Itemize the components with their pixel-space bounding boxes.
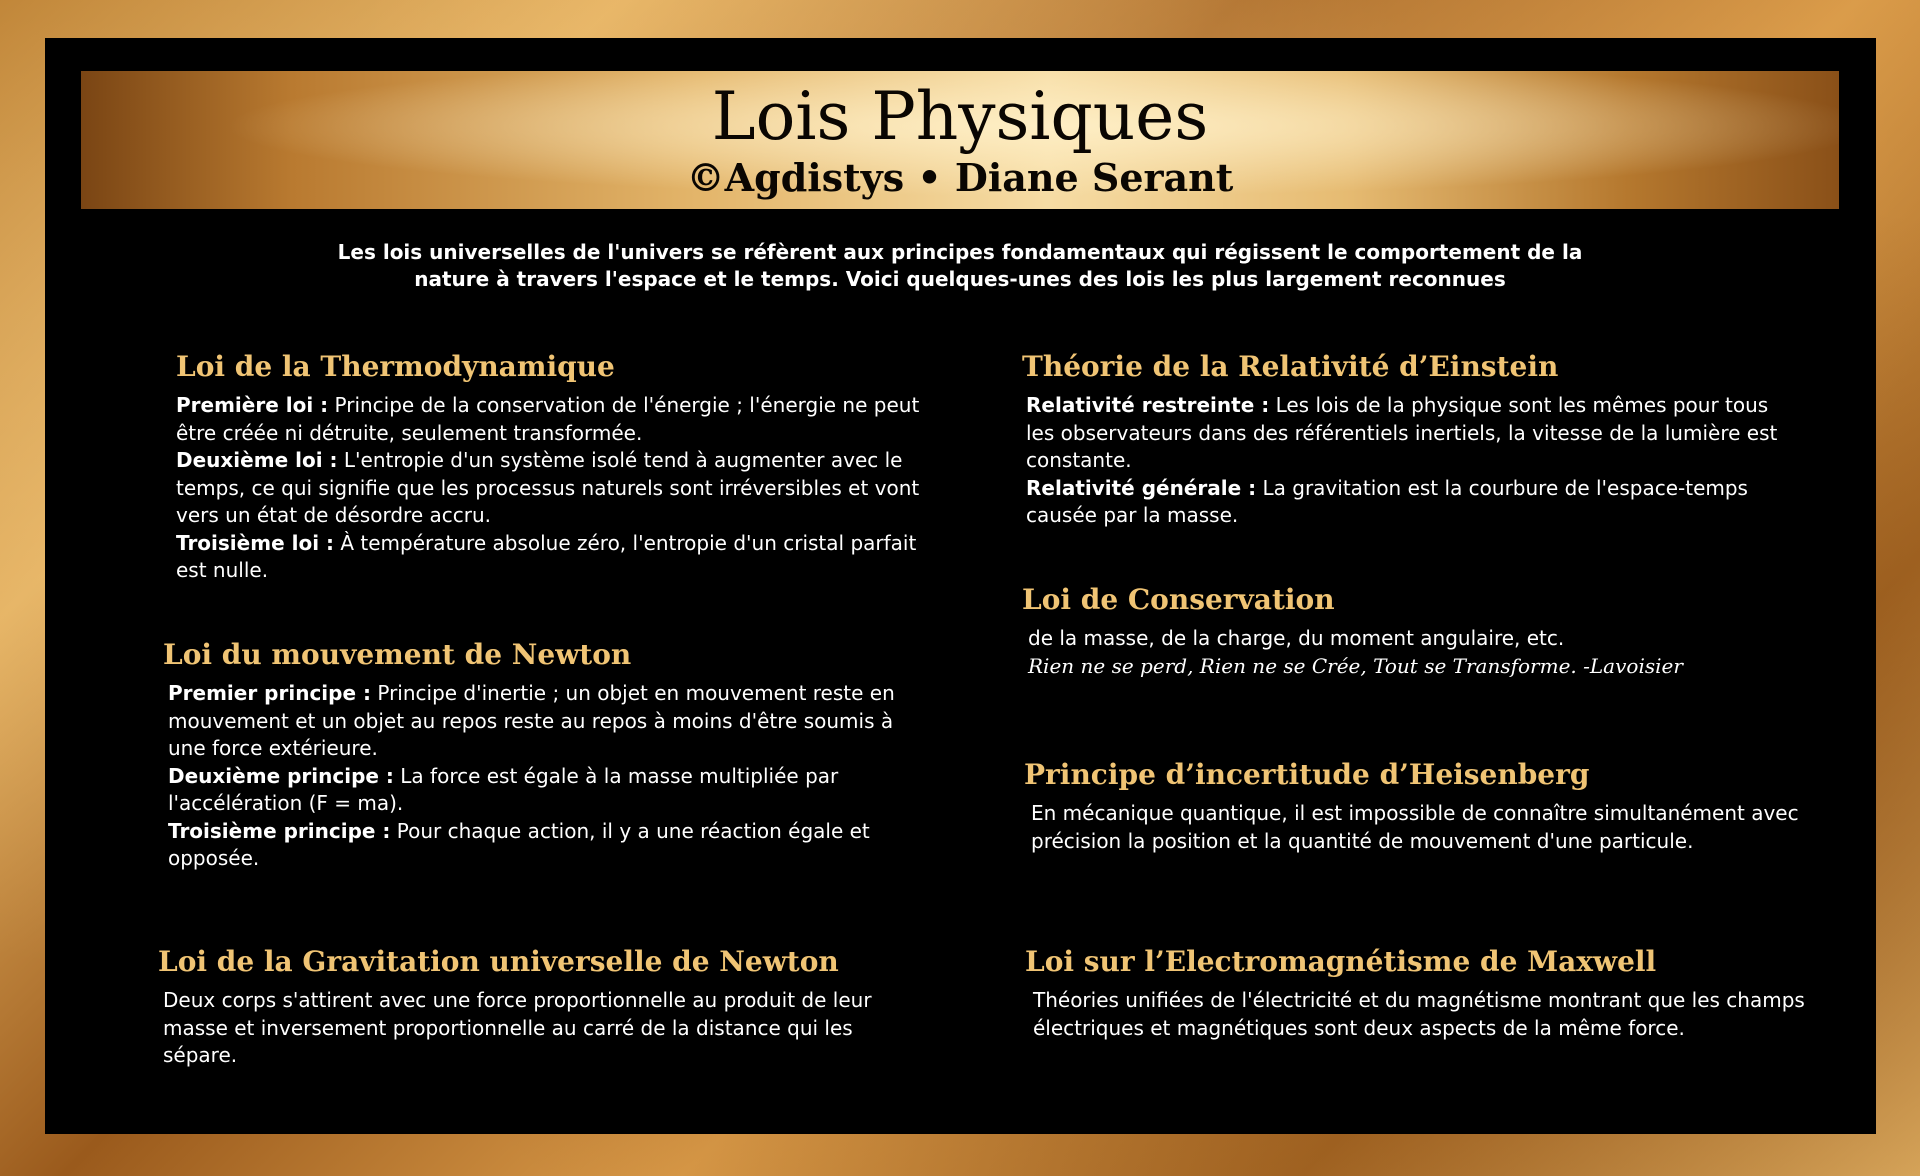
intro-text: Les lois universelles de l'univers se réfèrent aux principes fondamentaux qui régissent le comportement de la nature à travers l'espace et le temps. Voici quelques-unes des lois les plus largement reconnues: [337, 240, 1583, 291]
section-body: [1033, 987, 1825, 1042]
law-label: Troisième loi :: [176, 530, 335, 555]
law-item: [168, 818, 903, 873]
law-text: Pour chaque action, il y a une réaction égale et opposée.: [168, 818, 870, 870]
section-relativite: [1022, 350, 1802, 530]
section-heisenberg: [1024, 758, 1804, 855]
lavoisier-quote: Rien ne se perd, Rien ne se Crée, Tout se Transforme. -Lavoisier: [1028, 653, 1683, 678]
law-text: Deux corps s'attirent avec une force proportionnelle au produit de leur masse et inversement proportionnelle au carré de la distance qui les sépare.: [163, 988, 872, 1067]
section-body: [163, 987, 928, 1070]
law-item: [1026, 392, 1802, 475]
law-text: La gravitation est la courbure de l'espace-temps causée par la masse.: [1026, 475, 1748, 527]
law-label: Troisième principe :: [168, 818, 391, 843]
section-title: Loi sur l’Electromagnétisme de Maxwell: [1025, 945, 1657, 978]
page-title: Lois Physiques: [711, 78, 1209, 155]
section-conservation: [1022, 583, 1802, 680]
law-text: L'entropie d'un système isolé tend à augmenter avec le temps, ce qui signifie que les processus naturels sont irréversibles et vont vers un état de désordre accru.: [176, 448, 920, 527]
section-body: [1028, 625, 1802, 680]
title-banner: [81, 71, 1839, 209]
section-body: [176, 392, 936, 585]
law-label: Relativité restreinte :: [1026, 393, 1270, 417]
law-label: Deuxième loi :: [176, 448, 338, 472]
section-title: Principe d’incertitude d’Heisenberg: [1024, 758, 1590, 791]
law-text: Théories unifiées de l'électricité et du magnétisme montrant que les champs électriques et magnétiques sont deux aspects de la même force.: [1033, 988, 1805, 1040]
law-text: Principe d'inertie ; un objet en mouvement reste en mouvement et un objet au repos reste au repos à moins d'être soumis à une force extérieure.: [168, 681, 895, 760]
section-title: Loi de Conservation: [1022, 583, 1335, 616]
section-title: Loi du mouvement de Newton: [163, 638, 632, 671]
section-newton-mouvement: [163, 638, 903, 873]
law-item: [176, 530, 936, 585]
section-title: Loi de la Gravitation universelle de Newton: [158, 945, 839, 978]
section-body: [168, 680, 903, 873]
law-text: À température absolue zéro, l'entropie d'un cristal parfait est nulle.: [176, 530, 917, 582]
law-label: Première loi :: [176, 393, 329, 417]
section-gravitation: [158, 945, 928, 1070]
law-item: [176, 447, 936, 530]
law-item: [168, 763, 903, 818]
section-body: [1031, 800, 1804, 855]
law-text: Principe de la conservation de l'énergie ; l'énergie ne peut être créée ni détruite, seulement transformée.: [176, 393, 920, 445]
page-subtitle: ©Agdistys • Diane Serant: [686, 155, 1234, 200]
section-title: Théorie de la Relativité d’Einstein: [1022, 350, 1559, 383]
section-body: [1026, 392, 1802, 530]
section-maxwell: [1025, 945, 1825, 1042]
law-item: [1026, 475, 1802, 530]
section-thermodynamique: [176, 350, 936, 585]
law-label: Premier principe :: [168, 681, 371, 705]
law-item: [176, 392, 936, 447]
law-label: Deuxième principe :: [168, 763, 394, 788]
section-title: Loi de la Thermodynamique: [176, 350, 615, 383]
law-label: Relativité générale :: [1026, 475, 1257, 500]
law-text: Les lois de la physique sont les mêmes pour tous les observateurs dans des référentiels inertiels, la vitesse de la lumière est constante.: [1026, 393, 1778, 472]
law-text: de la masse, de la charge, du moment angulaire, etc.: [1028, 626, 1565, 650]
law-text: En mécanique quantique, il est impossible de connaître simultanément avec précision la position et la quantité de mouvement d'une particule.: [1031, 801, 1799, 853]
law-item: [168, 680, 903, 763]
law-text: La force est égale à la masse multipliée par l'accélération (F = ma).: [168, 763, 839, 815]
content-panel: [45, 38, 1876, 1134]
